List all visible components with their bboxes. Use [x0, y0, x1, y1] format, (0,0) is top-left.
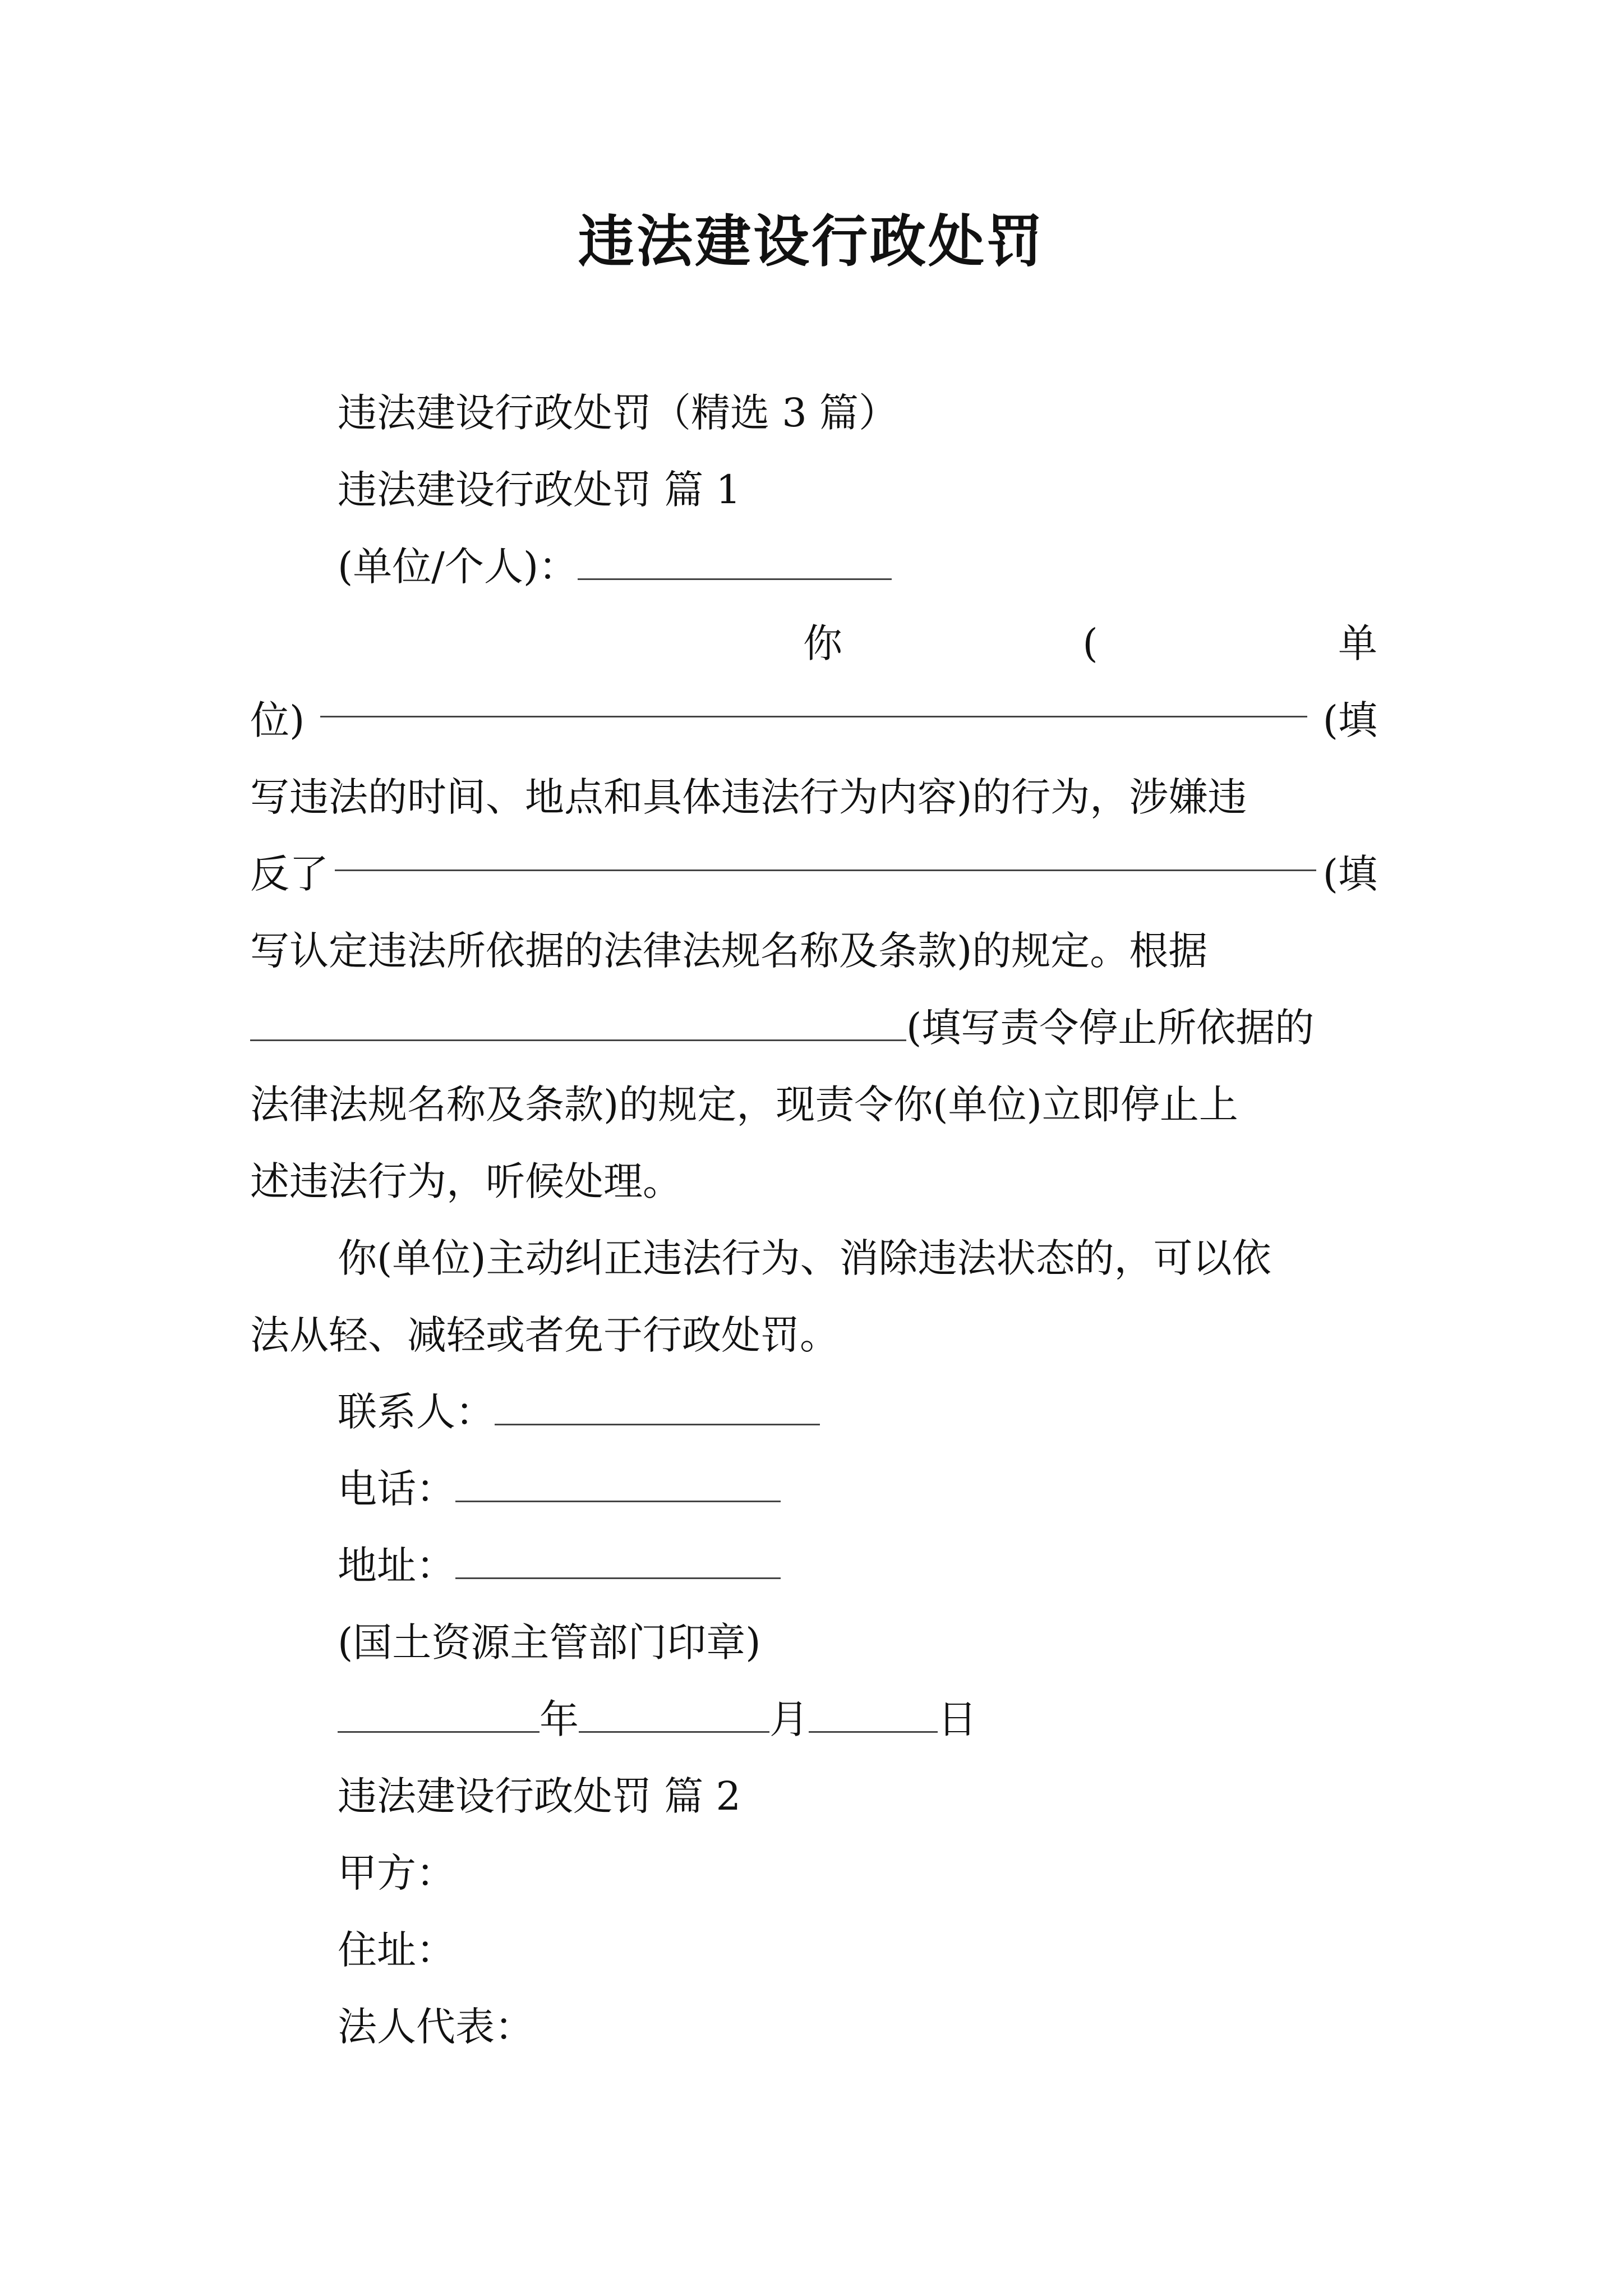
para2-line2: 法从轻、减轻或者免于行政处罚。 — [250, 1312, 839, 1358]
para1-line2 — [250, 682, 1377, 759]
day-label: 日 — [938, 1696, 977, 1742]
para1-line7: 法律法规名称及条款)的规定，现责令你(单位)立即停止上 — [250, 1082, 1238, 1128]
para1-line4 — [250, 836, 1377, 913]
word-dan: 单 — [1338, 620, 1377, 666]
year-blank — [338, 1697, 540, 1733]
order-basis-blank — [250, 1006, 906, 1041]
para1-line3: 写违法的时间、地点和具体违法行为内容)的行为，涉嫌违 — [250, 774, 1247, 820]
phone-blank — [455, 1467, 781, 1502]
year-label: 年 — [540, 1696, 579, 1742]
para1-line1 — [250, 605, 1377, 682]
party-a-line: 甲方： — [338, 1850, 455, 1896]
para1-line8: 述违法行为，听候处理。 — [250, 1158, 682, 1204]
para1-line4-end: (填 — [1322, 851, 1377, 897]
violation-detail-blank — [320, 682, 1307, 717]
legal-rep-line: 法人代表： — [338, 2004, 534, 2050]
contact-line — [250, 1374, 1377, 1451]
address-label: 地址： — [338, 1543, 455, 1589]
unit-label: (单位/个人)： — [338, 544, 578, 590]
para1-line4-start: 反了 — [250, 851, 329, 897]
para1-line2-start: 位) — [250, 697, 305, 743]
section2-heading: 违法建设行政处罚 篇 2 — [338, 1773, 741, 1819]
date-line — [250, 1681, 1377, 1758]
unit-blank — [578, 545, 892, 580]
unit-line — [250, 528, 1377, 605]
document-subtitle: 违法建设行政处罚（精选 3 篇） — [338, 390, 898, 436]
phone-line — [250, 1451, 1377, 1527]
document-title: 违法建设行政处罚 — [578, 208, 1045, 274]
para1-line5: 写认定违法所依据的法律法规名称及条款)的规定。根据 — [250, 928, 1208, 974]
document-body — [250, 375, 1377, 2065]
para1-line2-end: (填 — [1322, 697, 1377, 743]
phone-label: 电话： — [338, 1466, 455, 1512]
word-paren: ( — [1082, 620, 1098, 666]
seal-line: (国土资源主管部门印章) — [338, 1619, 761, 1665]
day-blank — [809, 1697, 938, 1733]
month-label: 月 — [769, 1696, 809, 1742]
month-blank — [579, 1697, 769, 1733]
address-blank — [455, 1544, 781, 1579]
para2-line1: 你(单位)主动纠正违法行为、消除违法状态的，可以依 — [338, 1235, 1271, 1281]
violated-law-blank — [335, 836, 1316, 871]
word-ni: 你 — [803, 620, 842, 666]
para1-line6 — [250, 990, 1377, 1066]
contact-blank — [495, 1390, 820, 1425]
para1-line6-end: (填写责令停止所依据的 — [906, 1005, 1315, 1051]
contact-label: 联系人： — [338, 1389, 495, 1435]
section1-heading: 违法建设行政处罚 篇 1 — [338, 467, 741, 513]
address-line — [250, 1527, 1377, 1604]
residence-line: 住址： — [338, 1927, 455, 1973]
